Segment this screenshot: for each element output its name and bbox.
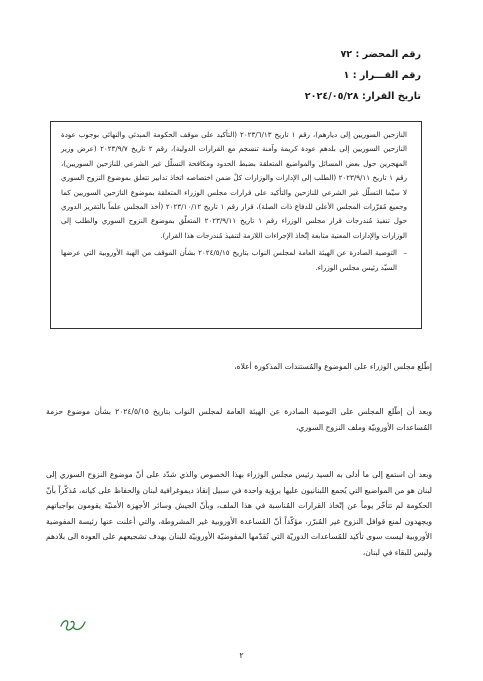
- decision-header: [305, 44, 421, 107]
- handwritten-signature: [58, 614, 88, 636]
- paragraph-text: إطّلع مجلس الوزراء على الموضوع والمُستندات المذكورة أعلاه،: [234, 362, 432, 371]
- referenced-items-list: [61, 246, 407, 275]
- minutes-number: رقم المحضر : ٧٢: [340, 49, 421, 60]
- body-paragraph-1: [46, 359, 432, 375]
- referenced-decisions-paragraph: النازحين السوريين إلى ديارهم)، رقم ١ تاريخ ٢٠٢٣/٦/١٣ (التأكيد على موقف الحكومة المبدئي والنهائي بوجوب عودة النازحين السوريين إلى بلدهم عودة كريمة وآمنة تنسجم مع القرارات الدولية)، رقم ٢ تاريخ ٢٠٢٣/٩/٧ (عرض وزير المهجرين حول بعض المسائل والمواضيع المتعلقة بضبط الحدود ومكافحة التسلّل غير الشرعي للنازحين السوريين)، رقم ١ تاريخ ٢٠٢٣/٩/١١ (الطلب إلى الإدارات والوزارات كلٌ ضمن اختصاصه اتخاذ تدابير تتعلق بموضوع النزوح السوري لا سيّما التسلّل غير الشرعي للنازحين والتأكيد على قرارات مجلس الوزراء المتعلقة بموضوع النازحين السوريين كما وجميع مُقرّرات المجلس الأعلى للدفاع ذات الصلة)، قرار رقم ١ تاريخ ٢٠٢٣/١٠/١٢ (أخذ المجلس علماً بالتقرير الدوري حول تنفيذ مُندرجات قرار مجلس الوزراء رقم ١ تاريخ ٢٠٢٣/٩/١١ المتعلّق بموضوع النزوح السوري والطلب إلى الوزارات والإدارات المعنية متابعة إتّخاذ الإجراءات اللازمة لتنفيذ مُندرجات هذا القرار).: [61, 130, 407, 240]
- body-paragraph-2: [46, 404, 432, 435]
- paragraph-text: وبعد أن استمع إلى ما أدلى به السيد رئيس مجلس الوزراء بهذا الخصوص والذي شدّد على أنّ موضوع النزوح السوري إلى لبنان هو من المواضيع التي يُجمع اللبنانيون عليها برؤية واحدة في سبيل إنقاذ ديموغرافية لبنان والحفاظ على كيانه، مُذكّراً بأنّ الحكومة لم تتأخّر يوماً عن إتّخاذ القرارات المُناسبة في هذا الملف، وبأنّ الجيش وسائر الأجهزة الأمنيّة يقومون بواجباتهم ويجهدون لمنع قوافل النزوح غير المُبرّر، مؤكّداً أنّ المُساعدة الأوروبية غير المشروطة، والتي أعلنت عنها رئيسة المفوضية الأوروبية ليست سوى تأكيد للمُساعدات الدوريّة التي تُقدّمها المفوضيّة الأوروبيّة للبنان بهدف تشجيعهم على العودة الى بلادهم وليس للبقاء في لبنان،: [46, 470, 432, 557]
- decision-date: تاريخ القرار: ٢٠٢٤/٠٥/٢٨: [304, 91, 421, 102]
- decision-number: رقم القـــرار : ١: [343, 70, 421, 81]
- referenced-decisions-box: [50, 121, 422, 329]
- paragraph-text: وبعد أن إطّلع المجلس على التوصية الصادرة عن الهيئة العامة لمجلس النواب بتاريخ ٢٠٢٤/٥/١٥ بشأن موضوع حزمة المُساعدات الأوروبيّة وملف النزوح السوري،: [46, 407, 432, 432]
- page-number: ٢: [239, 651, 244, 660]
- body-paragraph-3: [46, 467, 432, 561]
- list-item: – التوصية الصادرة عن الهيئة العامة لمجلس النواب بتاريخ ٢٠٢٤/٥/١٥ بشأن الموقف من الهبة الأوروبية التي عرضها السيّد رئيس مجلس الوزراء.: [61, 246, 407, 275]
